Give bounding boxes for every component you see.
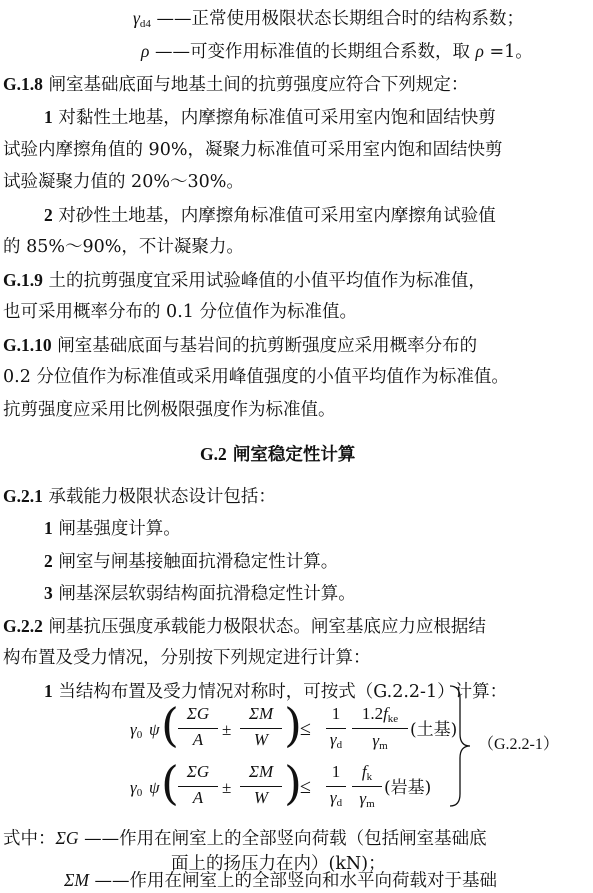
- clause-g1-9-line1: [3, 268, 486, 293]
- fraction-fke-gamma-m: $1.2f_{ke}$ $\gamma_m$: [352, 704, 408, 752]
- clause-text: 闸基抗压强度承载能力极限状态。闸室基底应力应根据结: [42, 617, 486, 637]
- symbol: ΣM: [64, 870, 89, 890]
- clause-number: G.2.1: [3, 486, 43, 506]
- left-paren: (: [161, 756, 179, 810]
- section-number: G.2: [200, 444, 227, 464]
- rock-label: (岩基): [384, 778, 432, 798]
- symbol: ΣG: [55, 828, 79, 848]
- item-text: 当结构布置及受力情况对称时，可按式（G.2.2-1）计算：: [52, 682, 508, 702]
- gamma0: $\gamma_0$: [130, 778, 143, 799]
- right-paren: ): [284, 756, 302, 810]
- item-g2-1-2: [44, 549, 338, 574]
- clause-g2-2-line2: 构布置及受力情况，分别按下列规定进行计算：: [3, 648, 371, 668]
- clause-g1-10-line2: 0.2 分位值作为标准值或采用峰值强度的小值平均值作为标准值。: [3, 367, 509, 387]
- leq: ≤: [300, 718, 311, 740]
- fraction-sumG-A: ΣG A: [178, 762, 218, 808]
- clause-text: 闸室基础底面与基岩间的抗剪断强度应采用概率分布的: [51, 336, 478, 356]
- item-number: 2: [44, 205, 53, 225]
- item-g1-8-1-line1: [44, 105, 496, 130]
- plus-minus: ±: [222, 778, 232, 797]
- subscript: d4: [139, 18, 151, 30]
- item-g1-8-2-line2: 的 85%～90%，不计凝聚力。: [3, 237, 244, 257]
- where-sumM: [64, 868, 497, 893]
- clause-text: 闸室基础底面与地基土间的抗剪强度应符合下列规定：: [42, 75, 469, 95]
- clause-number: G.1.9: [3, 270, 43, 290]
- def-rho: [141, 39, 533, 64]
- definition-text: ——作用在闸室上的全部竖向荷载（包括闸室基础底: [78, 829, 487, 849]
- definition-text: ——正常使用极限状态长期组合时的结构系数；: [150, 9, 524, 29]
- clause-g1-8: [3, 72, 468, 97]
- clause-number: G.2.2: [3, 616, 43, 636]
- clause-g1-10-line3: 抗剪强度应采用比例极限强度作为标准值。: [3, 400, 336, 420]
- clause-text: 土的抗剪强度宜采用试验峰值的小值平均值作为标准值，: [42, 271, 486, 291]
- soil-label: (土基): [410, 720, 458, 740]
- fraction-fk-gamma-m: $f_k$ $\gamma_m$: [352, 762, 382, 810]
- psi: ψ: [149, 778, 160, 797]
- item-g1-8-1-line2: 试验内摩擦角值的 90%，凝聚力标准值可采用室内饱和固结快剪: [3, 140, 503, 160]
- item-text: 闸室与闸基接触面抗滑稳定性计算。: [52, 552, 339, 572]
- item-number: 3: [44, 583, 53, 603]
- symbol: ρ: [141, 41, 150, 61]
- clause-g2-2-line1: [3, 614, 486, 639]
- item-g1-8-2-line1: [44, 203, 496, 228]
- fraction-sumM-W: ΣM W: [240, 762, 282, 808]
- left-paren: (: [161, 698, 179, 752]
- clause-g1-10-line1: [3, 333, 477, 358]
- item-g2-1-3: [44, 581, 356, 606]
- clause-text: 承载能力极限状态设计包括：: [42, 487, 276, 507]
- leq: ≤: [300, 776, 311, 798]
- where-sumG-line2: 面上的扬压力在内）(kN)；: [171, 854, 386, 874]
- symbol: γ: [133, 8, 140, 28]
- item-g2-1-1: [44, 516, 181, 541]
- right-paren: ): [284, 698, 302, 752]
- clause-g2-1: [3, 484, 276, 509]
- definition-text: ——作用在闸室上的全部竖向和水平向荷载对于基础: [88, 871, 498, 891]
- plus-minus: ±: [222, 720, 232, 739]
- item-g2-2-1: [44, 679, 507, 704]
- item-text: 闸基强度计算。: [52, 519, 181, 539]
- section-title: [200, 442, 355, 467]
- fraction-1-gamma-d: 1 $\gamma_d$: [326, 762, 346, 809]
- fraction-sumM-W: ΣM W: [240, 704, 282, 750]
- item-g1-8-1-line3: 试验凝聚力值的 20%～30%。: [3, 172, 244, 192]
- item-number: 1: [44, 681, 53, 701]
- item-text: 闸基深层软弱结构面抗滑稳定性计算。: [52, 584, 356, 604]
- right-brace: [448, 684, 472, 808]
- where-label: 式中：: [3, 829, 56, 849]
- def-gamma-d4: [133, 6, 524, 36]
- symbol: ρ: [475, 41, 484, 61]
- definition-text: =1。: [483, 42, 533, 62]
- equation-label: （G.2.2-1）: [478, 736, 559, 753]
- where-sumG-line1: [3, 826, 487, 851]
- item-text: 对砂性土地基，内摩擦角标准值可采用室内摩擦角试验值: [52, 206, 496, 226]
- gamma0: $\gamma_0$: [130, 720, 143, 741]
- item-number: 2: [44, 551, 53, 571]
- fraction-1-gamma-d: 1 $\gamma_d$: [326, 704, 346, 751]
- item-text: 对黏性土地基，内摩擦角标准值可采用室内饱和固结快剪: [52, 108, 496, 128]
- fraction-sumG-A: ΣG A: [178, 704, 218, 750]
- section-title-text: 闸室稳定性计算: [226, 445, 356, 465]
- item-number: 1: [44, 518, 53, 538]
- definition-text: ——可变作用标准值的长期组合系数，取: [149, 42, 476, 62]
- item-number: 1: [44, 107, 53, 127]
- clause-g1-9-line2: 也可采用概率分布的 0.1 分位值作为标准值。: [3, 302, 357, 322]
- psi: ψ: [149, 720, 160, 739]
- clause-number: G.1.8: [3, 74, 43, 94]
- clause-number: G.1.10: [3, 335, 52, 355]
